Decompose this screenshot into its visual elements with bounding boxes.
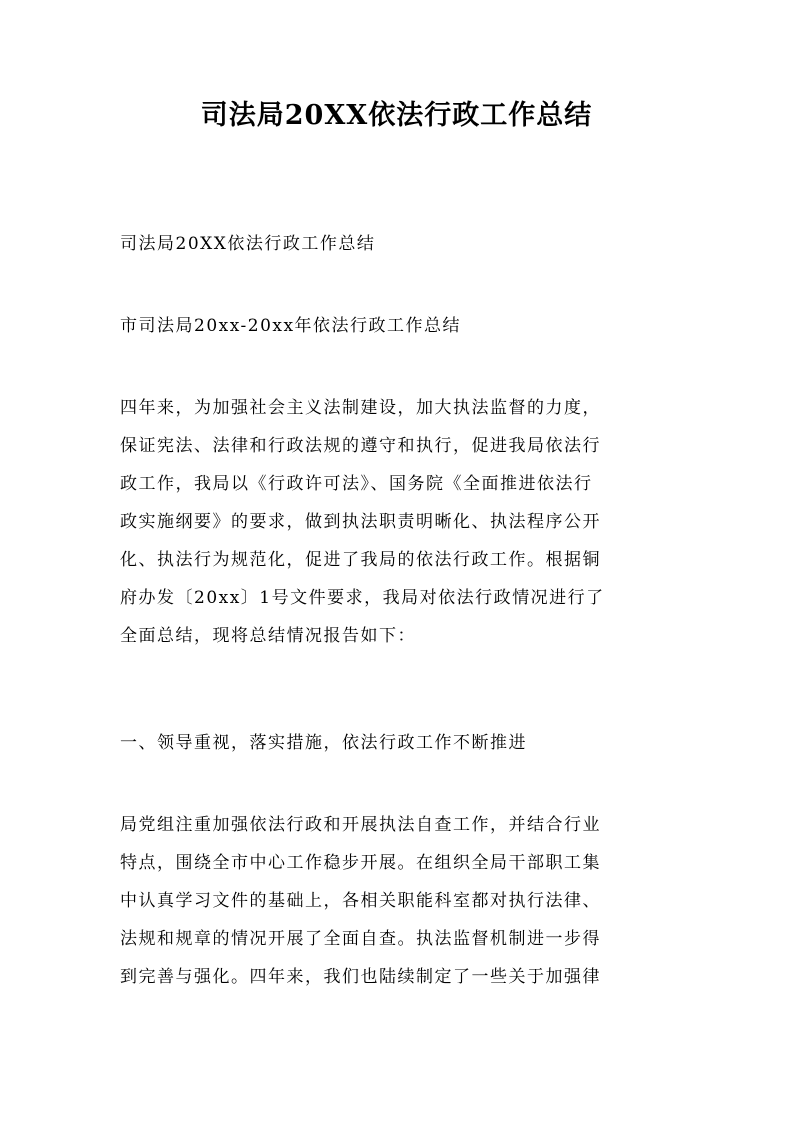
text-line: 中认真学习文件的基础上，各相关职能科室都对执行法律、 xyxy=(120,891,601,911)
text-line: 一、领导重视，落实措施，依法行政工作不断推进 xyxy=(120,733,527,753)
text-line: 司法局20XX依法行政工作总结 xyxy=(120,234,376,254)
subtitle-line xyxy=(120,225,680,263)
text-line: 政实施纲要》的要求，做到执法职责明晰化、执法程序公开 xyxy=(120,512,601,532)
subtitle-line xyxy=(120,307,680,345)
intro-paragraph xyxy=(120,389,680,655)
text-line: 到完善与强化。四年来，我们也陆续制定了一些关于加强律 xyxy=(120,967,601,987)
text-line: 四年来，为加强社会主义法制建设，加大执法监督的力度， xyxy=(120,398,601,418)
text-line: 政工作，我局以《行政许可法》、国务院《全面推进依法行 xyxy=(120,474,593,494)
section-paragraph xyxy=(120,806,680,996)
text-line: 化、执法行为规范化，促进了我局的依法行政工作。根据铜 xyxy=(120,550,601,570)
text-line: 法规和规章的情况开展了全面自查。执法监督机制进一步得 xyxy=(120,929,601,949)
section-heading xyxy=(120,724,680,762)
text-line: 特点，围绕全市中心工作稳步开展。在组织全局干部职工集 xyxy=(120,853,601,873)
text-line: 市司法局20xx-20xx年依法行政工作总结 xyxy=(120,316,462,336)
text-line: 府办发〔20xx〕1号文件要求，我局对依法行政情况进行了 xyxy=(120,588,605,608)
text-line: 全面总结，现将总结情况报告如下： xyxy=(120,626,416,646)
text-line: 保证宪法、法律和行政法规的遵守和执行，促进我局依法行 xyxy=(120,436,601,456)
text-line: 局党组注重加强依法行政和开展执法自查工作，并结合行业 xyxy=(120,815,601,835)
document-title: 司法局20XX依法行政工作总结 xyxy=(200,100,593,131)
